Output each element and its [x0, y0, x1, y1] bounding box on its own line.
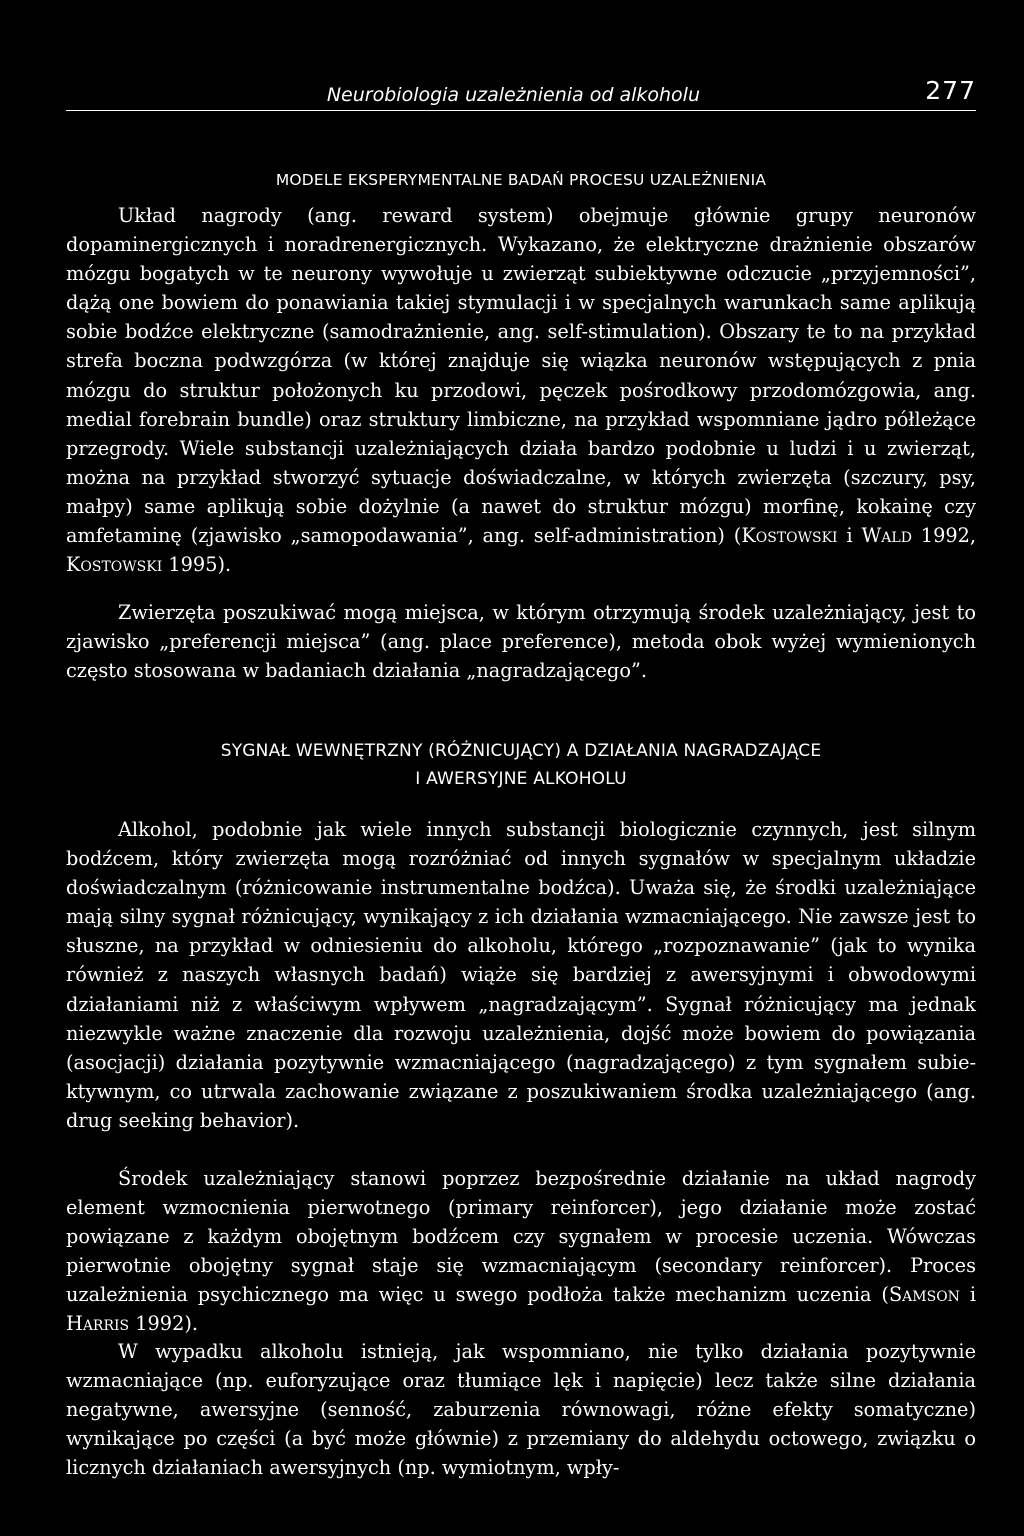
paragraph-text: Środek uzależniający stanowi poprzez bezpośrednie działanie na układ nagrody element wzmocnienia pierwotnego (primary reinforcer), jego działanie może zostać powiązane z każdym obojętnym bodźcem czy sygnałem w procesie uczenia. Wówczas pierwotnie obojętny sygnał staje się wzmacniającym (secondary reinforcer). Proces uzależnienia psychicznego ma więc u swego podłoża także mechanizm uczenia ( [66, 1167, 976, 1307]
page-number: 277 [925, 76, 976, 105]
citation-text: i [959, 1283, 976, 1307]
paragraph-text: Układ nagrody (ang. reward system) obejmuje głównie grupy neuronów dopaminergicznych i noradrenergicznych. Wykazano, że elektryczne drażnienie obszarów mózgu bogatych w te neurony wywołuje u zwierząt subiektywne odczucie „przyjemności”, dążą one bowiem do ponawiania takiej stymulacji i w specjalnych warunkach same aplikują sobie bodźce elektryczne (samodrażnienie, ang. self-stimulation). Obszary te to na przykład strefa boczna podwzgórza (w której znajduje się wiązka neuronów wstępujących z pnia mózgu do struktur położonych ku przodowi, pęczek pośrodkowy przodomózgowia, ang. medial forebrain bundle) oraz struktury limbiczne, na przykład wspomniane jądro półleżące przegrody. Wiele substancji uzależniających działa bardzo podobnie u ludzi i u zwierząt, można na przykład stworzyć sytuacje doświadczalne, w których zwierzęta (szczury, psy, małpy) same aplikują sobie dożylnie (a nawet do struktur mózgu) morfinę, kokainę czy amfetaminę (zjawisko „samopodawania”, ang. self-administration) ( [66, 204, 976, 548]
citation-text: 1992, [911, 524, 976, 548]
citation-author: Wald [861, 524, 912, 548]
citation-author: Kostowski [741, 524, 838, 548]
citation-text: 1995). [162, 553, 232, 577]
section-heading-line: I AWERSYJNE ALKOHOLU [415, 769, 627, 789]
paragraph-primary-reinforcer [66, 1164, 976, 1339]
running-title: Neurobiologia uzależnienia od alkoholu [326, 84, 700, 106]
section-heading-experimental-models: MODELE EKSPERYMENTALNE BADAŃ PROCESU UZALEŻNIENIA [275, 171, 767, 189]
citation-author: Kostowski [66, 553, 163, 577]
paragraph-alcohol-stimulus: Alkohol, podobnie jak wiele innych substancji biologicznie czynnych, jest silnym bodźcem, który zwierzęta mogą rozróżniać od innych sygnałów w specjalnym układzie doświadczalnym (różnicowanie instrumentalne bodźca). Uważa się, że środki uzależniające mają silny sygnał różnicujący, wynikający z ich działania wzmacniającego. Nie zawsze jest to słuszne, na przykład w odniesieniu do alkoholu, którego „rozpoznawanie” (jak to wynika również z naszych własnych badań) wiąże się bardziej z awersyjnymi i obwodowymi działaniami niż z właściwym wpływem „nagradzającym”. Sygnał różnicujący ma jednak niezwykle ważne znaczenie dla rozwoju uzależnienia, dojść może bowiem do powiązania (asocjacji) działania pozytywnie wzmacniającego (nagradzającego) z tym sygnałem subiektywnym, co utrwala zachowanie związane z poszukiwaniem środka uzależniającego (ang. drug seeking behavior). [66, 818, 976, 1132]
citation-author: Harris [66, 1312, 130, 1336]
citation-text: 1992). [129, 1312, 198, 1336]
section-heading-internal-signal [66, 737, 976, 793]
running-header [66, 76, 976, 111]
citation-author: Samson [888, 1283, 960, 1307]
paragraph-reward-system [66, 201, 976, 579]
citation-text: i [837, 524, 862, 548]
section-heading-line: SYGNAŁ WEWNĘTRZNY (RÓŻNICUJĄCY) A DZIAŁANIA NAGRADZAJĄCE [220, 741, 822, 761]
paragraph-alcohol-effects: W wypadku alkoholu istnieją, jak wspomniano, nie tylko działania pozytywnie wzmacniające (np. euforyzujące oraz tłumiące lęk i napięcie) lecz także silne działania negatywne, awersyjne (senność, zaburzenia równowagi, różne efekty somatyczne) wynikające po części (a być może głównie) z przemiany do aldehydu octowego, związku o licznych działaniach awersyjnych (np. wymiotnym, wpły- [66, 1340, 976, 1480]
paragraph-place-preference: Zwierzęta poszukiwać mogą miejsca, w którym otrzymują środek uzależniający, jest to zjawisko „preferencji miejsca” (ang. place preference), metoda obok wyżej wymienionych często stosowana w badaniach działania „nagradzającego”. [66, 601, 976, 683]
